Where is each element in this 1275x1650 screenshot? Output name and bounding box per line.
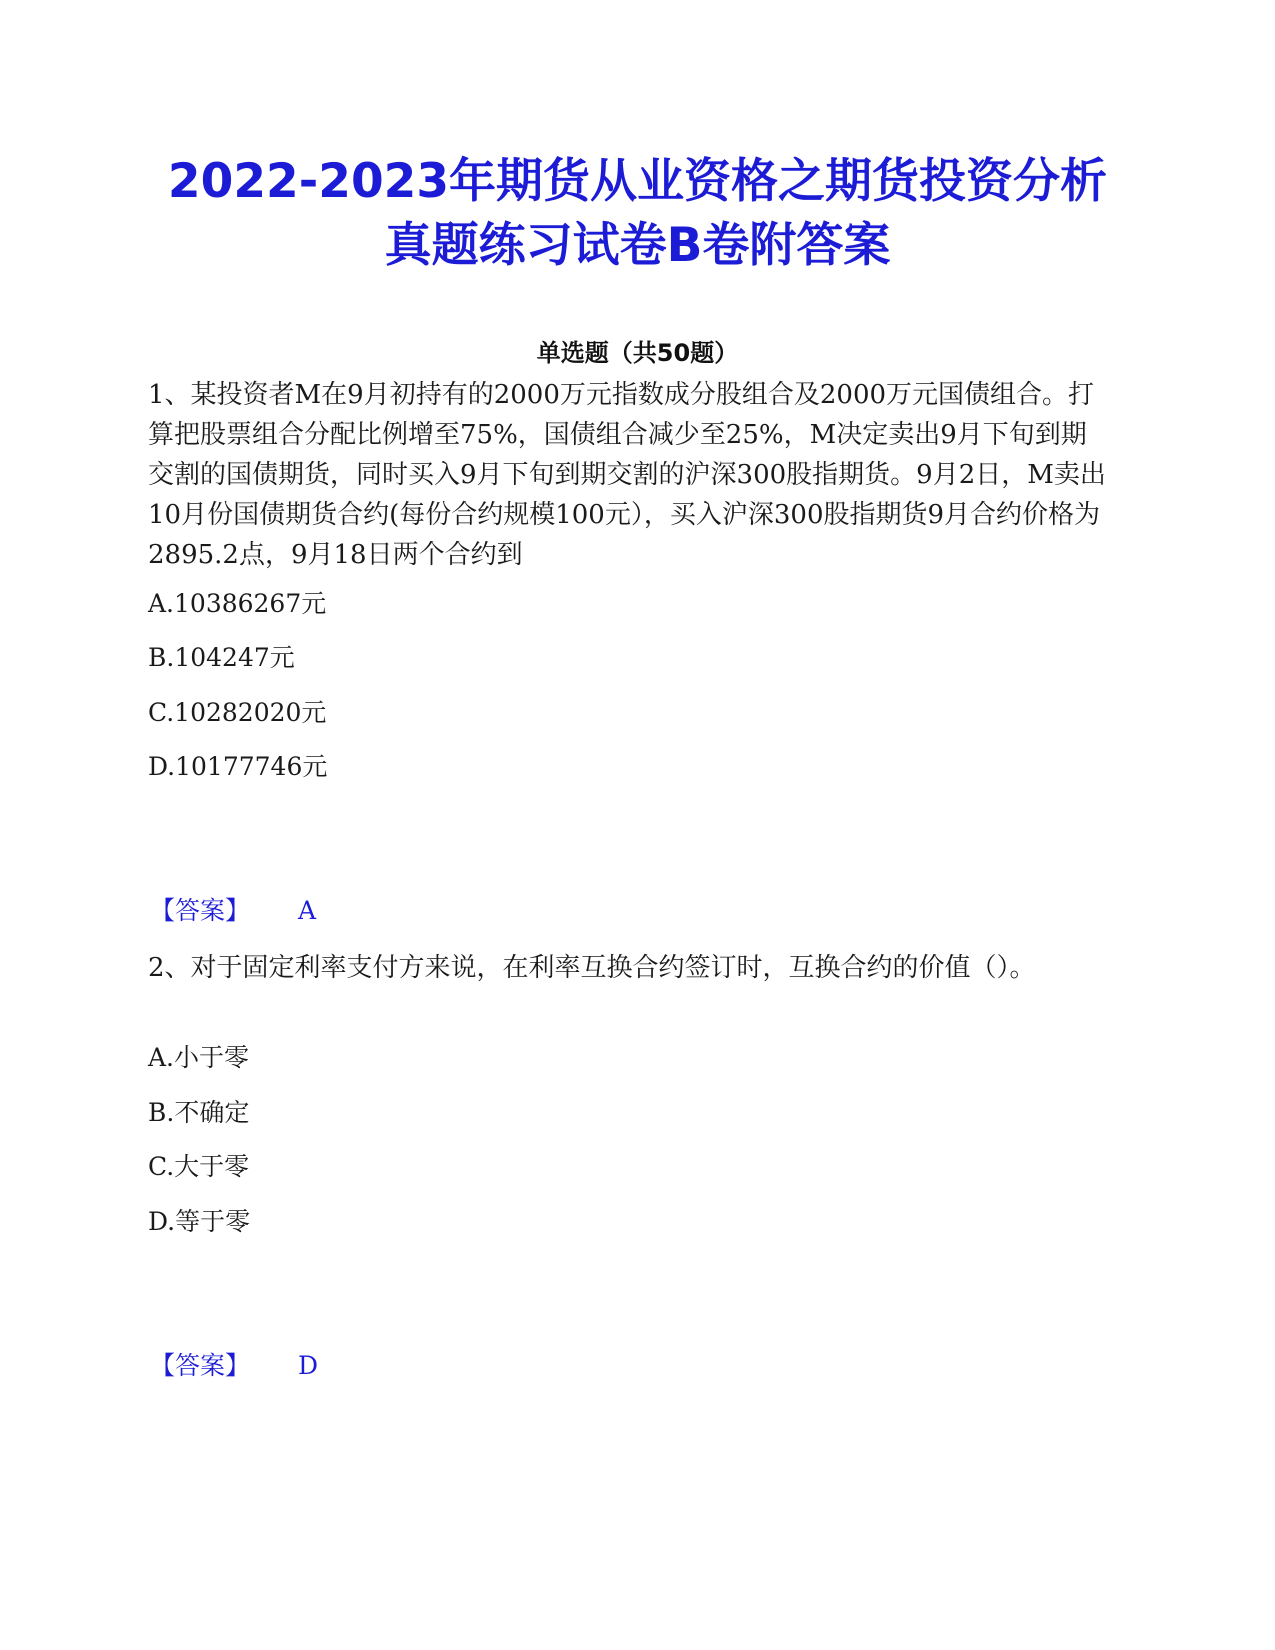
question-1-option-c: C.10282020元 [148, 698, 327, 727]
question-2-option-a: A.小于零 [148, 1043, 250, 1072]
question-2-option-c: C.大于零 [148, 1152, 250, 1181]
answer-label: 【答案】 [150, 1351, 251, 1380]
question-2-option-b: B.不确定 [148, 1098, 250, 1127]
title-line-1: 2022-2023年期货从业资格之期货投资分析 [167, 154, 1108, 209]
question-1-stem: 1、某投资者M在9月初持有的2000万元指数成分股组合及2000万元国债组合。打算把股票组合分配比例增至75%，国债组合减少至25%，M决定卖出9月下旬到期交割的国债期货，同时买入9月下旬到期交割的沪深300股指期货。9月2日，M卖出10月份国债期货合约(每份合约规模100元），买入沪深300股指期货9月合约价格为2895.2点，9月18日两个合约到 [148, 380, 1106, 570]
question-2-stem: 2、对于固定利率支付方来说，在利率互换合约签订时，互换合约的价值（）。 [148, 953, 1036, 983]
question-1-answer [150, 895, 316, 927]
document-title [100, 150, 1175, 278]
question-1-option-d: D.10177746元 [148, 752, 328, 781]
question-1-option-a: A.10386267元 [148, 589, 327, 618]
title-line-2: 真题练习试卷B卷附答案 [384, 218, 891, 273]
section-heading: 单选题（共50题） [536, 339, 739, 367]
answer-value: D [298, 1351, 319, 1380]
question-1-option-b: B.104247元 [148, 643, 295, 672]
answer-label: 【答案】 [150, 896, 251, 925]
question-2-option-d: D.等于零 [148, 1207, 251, 1236]
question-2-answer [150, 1350, 318, 1382]
answer-value: A [298, 896, 317, 925]
